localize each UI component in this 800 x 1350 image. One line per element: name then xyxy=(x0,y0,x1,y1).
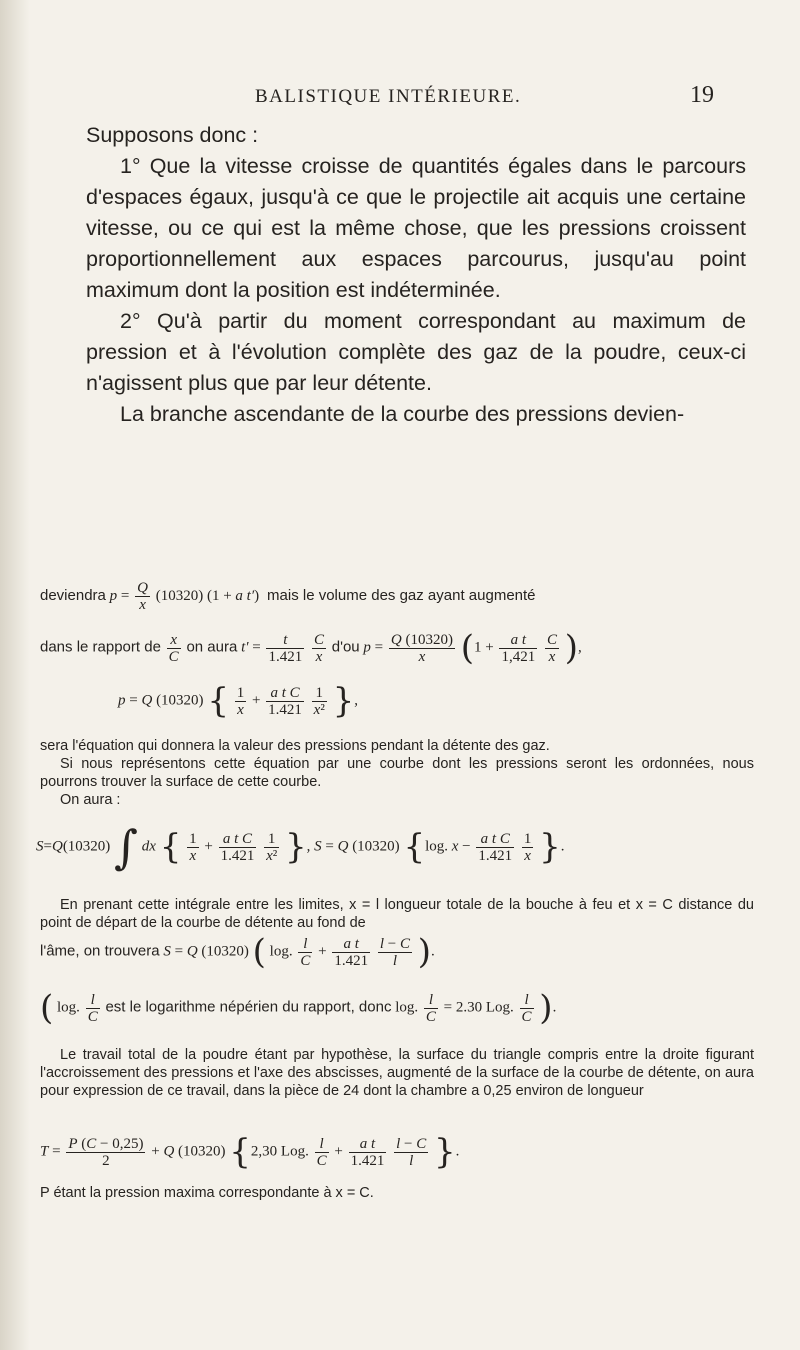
equation-pressure-expanded: p = Q (10320) { $\frac{1}{x}$ + $\frac{\text{a t C}}{1.421}$ $\frac{1}{\text{x²}}$ }, xyxy=(118,681,358,721)
equation-volume-ratio: dans le rapport de $\frac{x}{C}$ on aura t′ = $\frac{t}{1.421}$ $\frac{C}{x}$ d'ou p = $\frac{Q (10320)}{x}$ (1 + $\frac{\text{a t}}{1,421}$ $\frac{C}{x}$ ), xyxy=(40,628,582,668)
page-number: 19 xyxy=(690,82,714,108)
main-text xyxy=(86,120,746,430)
equation-pressure-definition: deviendra p = $\frac{Q}{x}$ (10320) (1 + a t′) mais le volume des gaz ayant augmenté xyxy=(40,580,536,613)
sentence-limits: En prenant cette intégrale entre les limites, x = l longueur totale de la bouche à feu et x = C distance du point de départ de la courbe de détente au fond de xyxy=(40,897,754,931)
explanation-block-3 xyxy=(40,1046,754,1100)
sentence-on-aura: On aura : xyxy=(60,792,121,808)
explanation-block-4 xyxy=(40,1184,754,1202)
equation-surface-integral: S=Q(10320) ∫ dx { $\frac{1}{x}$ + $\frac{\text{a t C}}{1.421}$ $\frac{1}{\text{x²}}$ }, S = Q (10320) {log. x − $\frac{\text{a t C}}{1.421}$ $\frac{1}{x}$ }. xyxy=(36,820,565,874)
sentence-max-pressure: P étant la pression maxima correspondante à x = C. xyxy=(40,1185,374,1201)
paragraph-suppose: Supposons donc : xyxy=(86,123,259,147)
sentence-total-work: Le travail total de la poudre étant par hypothèse, la surface du triangle compris entre la droite figurant l'accroissement des pressions et l'axe des abscisses, augmenté de la surface de la courbe de détente, on aura pour expression de ce travail, dans la pièce de 24 dont la chambre a 0,25 environ de longueur xyxy=(40,1047,754,1099)
note-logarithm: ( log. $\frac{l}{C}$ est le logarithme népérien du rapport, donc log. $\frac{l}{C}$ = 2.30 Log. $\frac{l}{C}$ ). xyxy=(40,988,557,1028)
sentence-curve-surface: Si nous représentons cette équation par une courbe dont les pressions seront les ordonnées, nous pourrons trouver la surface de cette courbe. xyxy=(40,756,754,790)
explanation-block-1 xyxy=(40,737,754,809)
page-header xyxy=(0,82,800,112)
equation-surface-result: l'âme, on trouvera S = Q (10320) ( log. $\frac{l}{C}$ + $\frac{\text{a t}}{1.421}$ $\frac{l - C}{l}$ ). xyxy=(40,932,435,972)
explanation-block-2 xyxy=(40,896,754,932)
equation-total-work: T = $\frac{P (C - 0,25)}{2}$ + Q (10320) {2,30 Log. $\frac{l}{C}$ + $\frac{\text{a t}}{1.421}$ $\frac{l - C}{l}$ }. xyxy=(40,1132,460,1172)
running-title: BALISTIQUE INTÉRIEURE. xyxy=(255,86,522,107)
page-gutter-shadow xyxy=(0,0,30,1350)
paragraph-ascending-branch: La branche ascendante de la courbe des pressions devien- xyxy=(120,402,685,426)
paragraph-second-hypothesis: 2° Qu'à partir du moment correspondant au maximum de pression et à l'évolution complète des gaz de la poudre, ceux-ci n'agissent plus que par leur détente. xyxy=(86,309,746,395)
sentence-detente-equation: sera l'équation qui donnera la valeur des pressions pendant la détente des gaz. xyxy=(40,738,550,754)
paragraph-first-hypothesis: 1° Que la vitesse croisse de quantités égales dans le parcours d'espaces égaux, jusqu'à ce que le projectile ait acquis une certaine vitesse, ou ce qui est la même chose, que les pressions croissent proportionnellement aux espaces parcourus, jusqu'au point maximum dont la position est indéterminée. xyxy=(86,154,746,302)
